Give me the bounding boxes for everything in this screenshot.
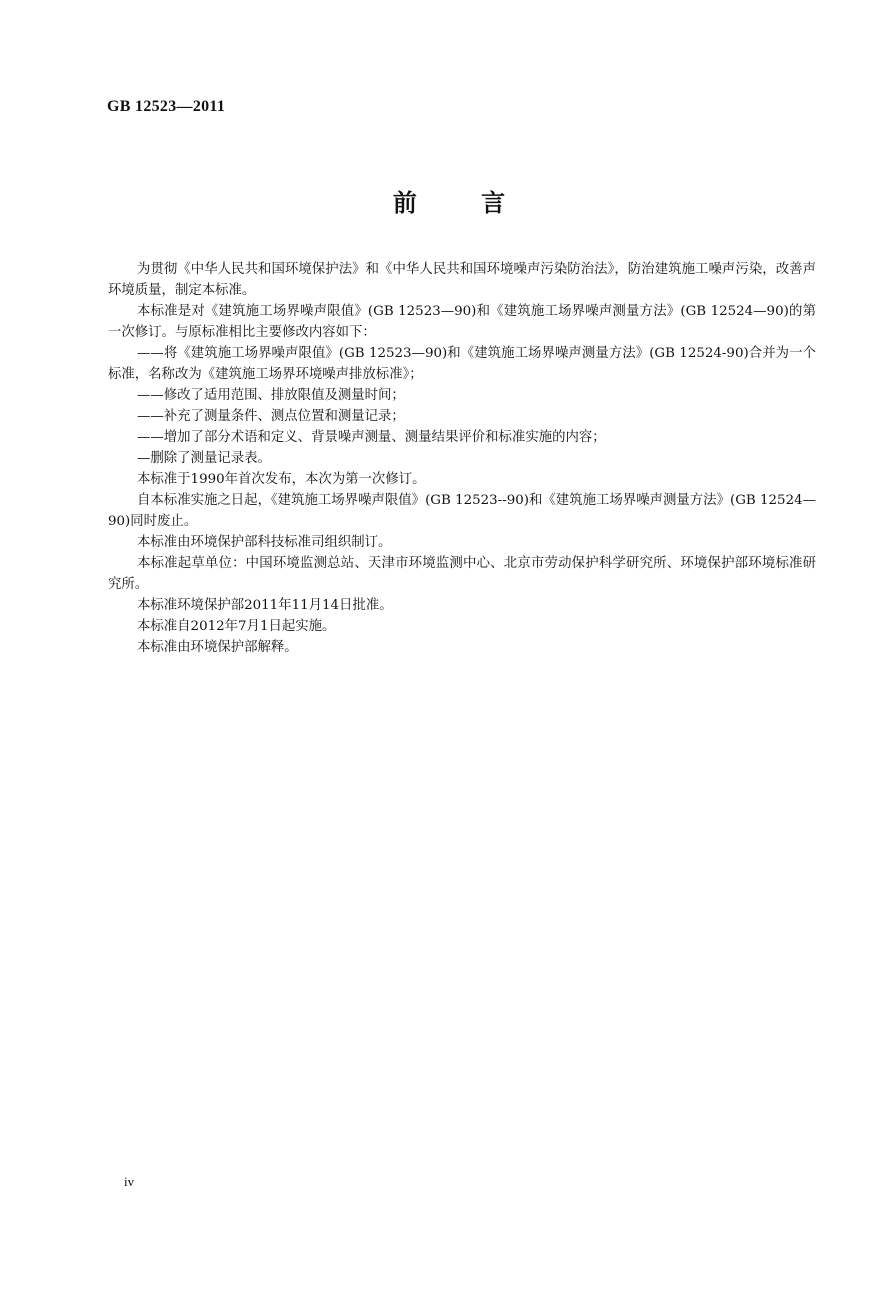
change-item-scope: ——修改了适用范围、排放限值及测量时间； <box>137 388 405 403</box>
paragraph-drafting-units: 本标准起草单位：中国环境监测总站、天津市环境监测中心、北京市劳动保护科学研究所、环境保护部环境标准研究所。 <box>108 556 816 592</box>
change-item-merge: ——将《建筑施工场界噪声限值》(GB 12523—90)和《建筑施工场界噪声测量方法》(GB 12524-90)合并为一个标准，名称改为《建筑施工场界环境噪声排放标准》； <box>108 346 816 382</box>
paragraph-purpose: 为贯彻《中华人民共和国环境保护法》和《中华人民共和国环境噪声污染防治法》，防治建筑施工噪声污染，改善声环境质量，制定本标准。 <box>108 262 816 298</box>
page-number: iv <box>124 1174 135 1189</box>
change-item-conditions: ——补充了测量条件、测点位置和测量记录； <box>137 409 405 424</box>
page-title: 前 言 <box>392 189 534 217</box>
paragraph-effective-date: 本标准自2012年7月1日起实施。 <box>137 619 336 634</box>
paragraph-superseded: 自本标准实施之日起，《建筑施工场界噪声限值》(GB 12523--90)和《建筑施工场界噪声测量方法》(GB 12524—90)同时废止。 <box>108 493 816 529</box>
change-item-terms: ——增加了部分术语和定义、背景噪声测量、测量结果评价和标准实施的内容； <box>137 430 606 445</box>
foreword-body <box>108 259 816 658</box>
paragraph-approval-date: 本标准环境保护部2011年11月14日批准。 <box>137 598 393 613</box>
change-item-removed-table: —删除了测量记录表。 <box>137 451 271 466</box>
paragraph-interpretation: 本标准由环境保护部解释。 <box>137 640 298 655</box>
paragraph-first-published: 本标准于1990年首次发布，本次为第一次修订。 <box>137 472 426 487</box>
paragraph-organized-by: 本标准由环境保护部科技标准司组织制订。 <box>137 535 392 550</box>
document-code: GB 12523—2011 <box>107 98 226 115</box>
paragraph-revision-intro: 本标准是对《建筑施工场界噪声限值》(GB 12523—90)和《建筑施工场界噪声测量方法》(GB 12524—90)的第一次修订。与原标准相比主要修改内容如下： <box>108 304 816 340</box>
